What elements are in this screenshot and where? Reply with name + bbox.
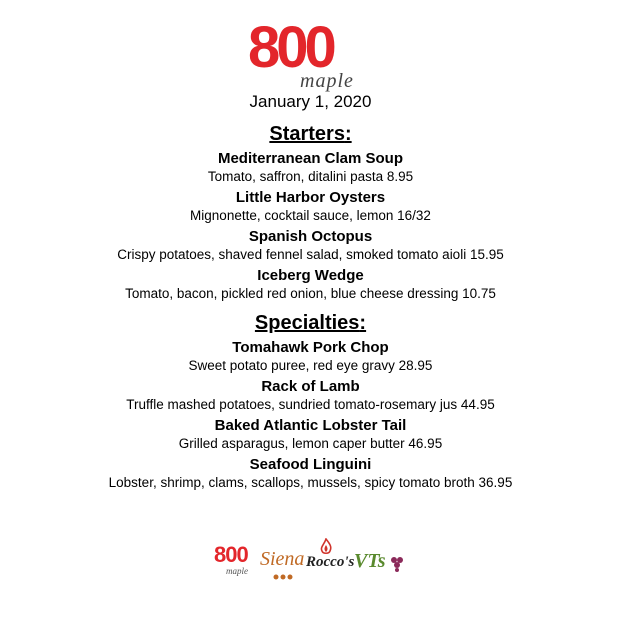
- item-description: Truffle mashed potatoes, sundried tomato-rosemary jus 44.95: [126, 397, 495, 412]
- item-name: Rack of Lamb: [261, 378, 360, 395]
- item-name: Spanish Octopus: [248, 228, 373, 245]
- footer-maple-logo: maple: [226, 566, 248, 576]
- item-name: Tomahawk Pork Chop: [232, 339, 389, 356]
- menu-item: [0, 189, 621, 224]
- item-description: Tomato, bacon, pickled red onion, blue cheese dressing 10.75: [125, 286, 496, 301]
- flower-icon: [272, 572, 294, 582]
- footer-siena-logo: Siena: [260, 548, 305, 570]
- item-description: Tomato, saffron, ditalini pasta 8.95: [207, 169, 414, 184]
- menu-item: [0, 456, 621, 491]
- menu-item: [0, 339, 621, 374]
- item-description: Crispy potatoes, shaved fennel salad, smoked tomato aioli 15.95: [117, 247, 504, 262]
- item-name: Iceberg Wedge: [257, 267, 364, 284]
- item-description: Mignonette, cocktail sauce, lemon 16/32: [190, 208, 431, 223]
- menu-item: [0, 150, 621, 185]
- item-name: Baked Atlantic Lobster Tail: [214, 417, 407, 434]
- menu-item: [0, 228, 621, 263]
- section-starters: [0, 122, 621, 302]
- item-description: Grilled asparagus, lemon caper butter 46.95: [178, 436, 443, 451]
- section-title: Starters:: [269, 123, 352, 145]
- item-description: Sweet potato puree, red eye gravy 28.95: [188, 358, 433, 373]
- item-name: Seafood Linguini: [249, 456, 372, 473]
- footer-roccos-logo: Rocco's: [306, 554, 355, 570]
- restaurant-logo: [248, 15, 363, 92]
- menu-date: January 1, 2020: [249, 92, 372, 111]
- section-specialties: [0, 311, 621, 491]
- footer-logos: [214, 538, 409, 588]
- grape-icon: [388, 554, 406, 572]
- item-name: Mediterranean Clam Soup: [217, 150, 404, 167]
- logo-script: maple: [300, 70, 354, 92]
- section-title: Specialties:: [254, 312, 367, 334]
- menu-body: [0, 122, 621, 494]
- footer-800-logo: 800: [214, 542, 248, 567]
- item-name: Little Harbor Oysters: [235, 189, 386, 206]
- menu-item: [0, 378, 621, 413]
- menu-item: [0, 267, 621, 302]
- logo-number: 800: [248, 15, 333, 80]
- footer-vines-logo: VTs: [354, 550, 386, 572]
- item-description: Lobster, shrimp, clams, scallops, mussels, spicy tomato broth 36.95: [108, 475, 513, 490]
- menu-item: [0, 417, 621, 452]
